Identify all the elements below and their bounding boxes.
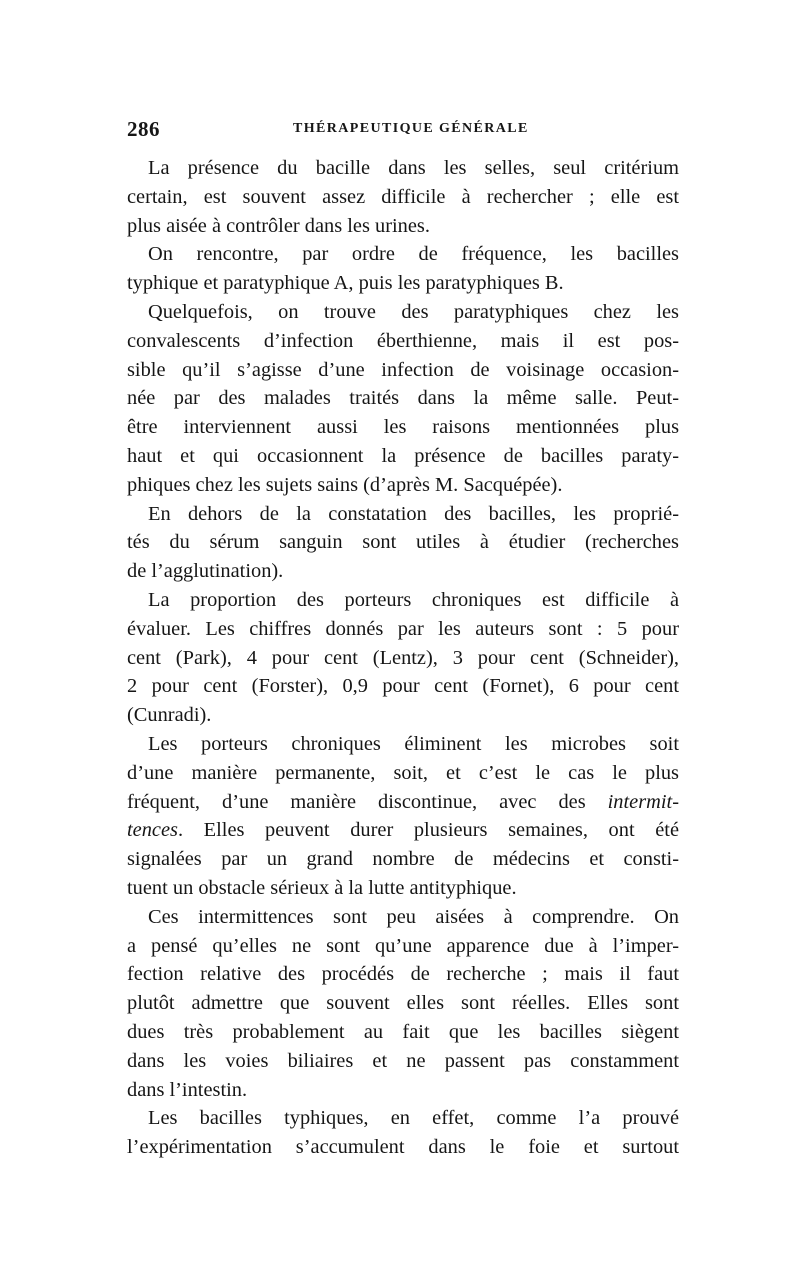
text-line <box>127 1076 679 1105</box>
running-head <box>127 117 679 143</box>
line-text: typhique et paratyphique A, puis les paratyphiques B. <box>127 272 564 295</box>
line-text: cent (Park), 4 pour cent (Lentz), 3 pour cent (Schneider), <box>127 646 679 669</box>
line-text: tés du sérum sanguin sont utiles à étudier (recherches <box>127 531 679 554</box>
text-line <box>127 327 679 356</box>
text-line <box>127 874 679 903</box>
running-title: THÉRAPEUTIQUE GÉNÉRALE <box>293 121 529 136</box>
line-text: fréquent, d’une manière discontinue, avec des <box>127 790 586 813</box>
text-line <box>127 356 679 385</box>
line-text: signalées par un grand nombre de médecins et consti- <box>127 848 679 871</box>
line-text: . Elles peuvent durer plusieurs semaines, ont été <box>177 819 679 842</box>
italic-word: intermit- <box>607 790 679 813</box>
text-line <box>127 1104 679 1133</box>
line-text: tuent un obstacle sérieux à la lutte antityphique. <box>127 876 517 899</box>
text-line <box>127 442 679 471</box>
text-line <box>127 154 679 183</box>
text-line <box>127 845 679 874</box>
line-text: convalescents d’infection éberthienne, mais il est pos- <box>127 329 679 352</box>
text-line <box>127 384 679 413</box>
text-line <box>127 586 679 615</box>
text-line <box>127 1133 679 1162</box>
line-text: La présence du bacille dans les selles, seul critérium <box>148 157 679 179</box>
text-line <box>127 788 679 817</box>
italic-word: tences <box>127 819 178 842</box>
line-text: haut et qui occasionnent la présence de bacilles paraty- <box>127 444 679 467</box>
line-text: 2 pour cent (Forster), 0,9 pour cent (Fornet), 6 pour cent <box>127 675 679 698</box>
line-text: sible qu’il s’agisse d’une infection de voisinage occasion- <box>127 358 679 381</box>
line-text: née par des malades traités dans la même salle. Peut- <box>127 387 679 410</box>
text-line <box>127 240 679 269</box>
line-text: d’une manière permanente, soit, et c’est le cas le plus <box>127 761 679 784</box>
line-text: dans les voies biliaires et ne passent pas constamment <box>127 1049 679 1072</box>
text-line <box>127 759 679 788</box>
line-text: évaluer. Les chiffres donnés par les auteurs sont : 5 pour <box>127 617 679 640</box>
line-text: certain, est souvent assez difficile à rechercher ; elle est <box>127 185 679 208</box>
text-line <box>127 932 679 961</box>
text-line <box>127 816 679 845</box>
text-line <box>127 471 679 500</box>
text-line <box>127 212 679 241</box>
text-line <box>127 528 679 557</box>
text-line <box>127 1047 679 1076</box>
line-text: On rencontre, par ordre de fréquence, les bacilles <box>148 243 679 266</box>
line-text: de l’agglutination). <box>127 560 284 583</box>
line-text: Quelquefois, on trouve des paratyphiques chez les <box>148 300 679 323</box>
text-line <box>127 557 679 586</box>
line-text: Ces intermittences sont peu aisées à comprendre. On <box>148 905 679 928</box>
line-text: a pensé qu’elles ne sont qu’une apparence due à l’imper- <box>127 934 679 957</box>
line-text: Les bacilles typhiques, en effet, comme l’a prouvé <box>148 1107 679 1130</box>
text-line <box>127 413 679 442</box>
line-text: plus aisée à contrôler dans les urines. <box>127 214 430 237</box>
text-line <box>127 1018 679 1047</box>
text-line <box>127 903 679 932</box>
page-number: 286 <box>127 117 160 141</box>
text-line <box>127 730 679 759</box>
text-line <box>127 298 679 327</box>
line-text: dues très probablement au fait que les bacilles siègent <box>127 1020 679 1043</box>
line-text: l’expérimentation s’accumulent dans le foie et surtout <box>127 1136 679 1159</box>
line-text: plutôt admettre que souvent elles sont réelles. Elles sont <box>127 992 679 1015</box>
text-line <box>127 672 679 701</box>
text-line <box>127 615 679 644</box>
body-text <box>127 154 679 1162</box>
line-text: fection relative des procédés de recherche ; mais il faut <box>127 963 679 986</box>
line-text: (Cunradi). <box>127 704 212 727</box>
line-text: En dehors de la constatation des bacilles, les proprié- <box>148 502 679 525</box>
text-line <box>127 989 679 1018</box>
line-text: phiques chez les sujets sains (d’après M. Sacquépée). <box>127 473 563 496</box>
text-line <box>127 500 679 529</box>
line-text: être interviennent aussi les raisons mentionnées plus <box>127 416 679 439</box>
text-line <box>127 960 679 989</box>
text-line <box>127 644 679 673</box>
text-line <box>127 701 679 730</box>
line-text: Les porteurs chroniques éliminent les microbes soit <box>148 732 679 755</box>
text-line <box>127 183 679 212</box>
line-text: dans l’intestin. <box>127 1078 248 1101</box>
line-text: La proportion des porteurs chroniques est difficile à <box>148 588 679 611</box>
text-line <box>127 269 679 298</box>
